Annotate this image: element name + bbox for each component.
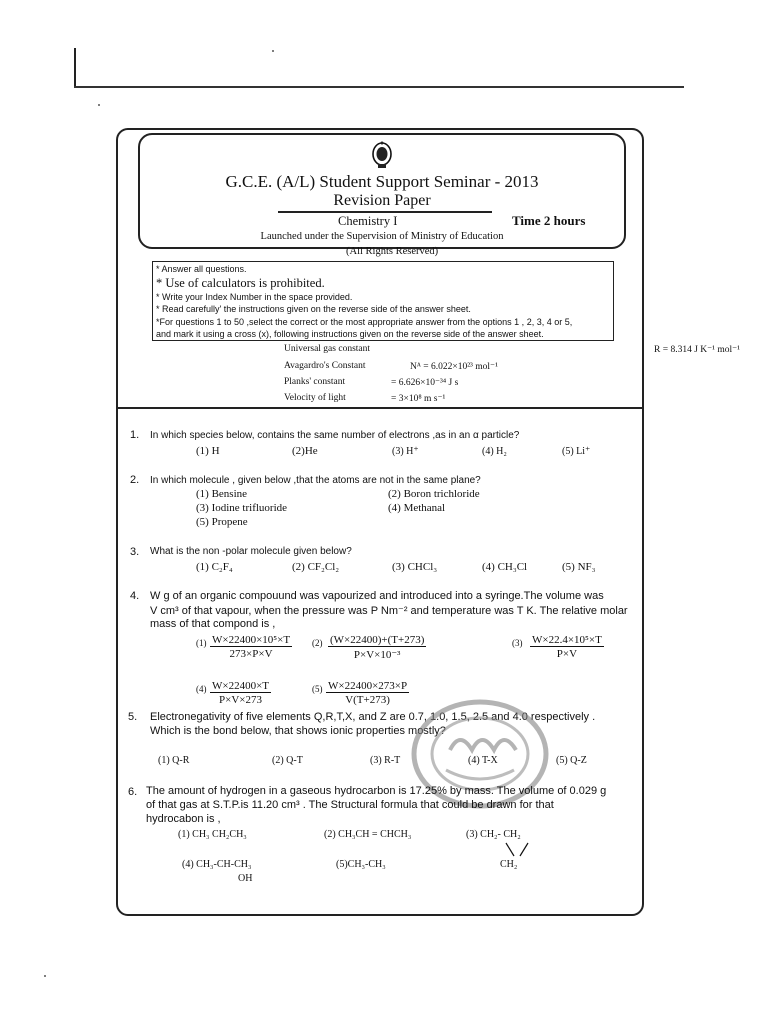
constant-value: = 6.626×10⁻³⁴ J s <box>391 378 459 388</box>
option-label: (3) <box>512 638 523 648</box>
instruction-line: * Use of calculators is prohibited. <box>156 275 325 290</box>
answer-option: (3) Iodine trifluoride <box>196 502 288 514</box>
question-text: The amount of hydrogen in a gaseous hydrocarbon is 17.25% by mass. The volume of 0.029 g <box>146 785 607 797</box>
question-text: hydrocabon is , <box>146 813 221 825</box>
answer-option: (5)CH₃-CH₃ <box>336 859 386 870</box>
question-text: mass of that compond is , <box>150 618 276 630</box>
answer-option: (2) CH₃CH = CHCH₃ <box>324 829 412 840</box>
constant-label: Planks' constant <box>284 377 346 387</box>
fraction-numerator: W×22400×273×P <box>328 680 408 692</box>
subject-label: Chemistry I <box>338 214 398 228</box>
answer-option: (1) Bensine <box>196 488 248 500</box>
answer-option: (4) Methanal <box>388 502 446 514</box>
question-number: 2. <box>130 474 140 486</box>
fraction-denominator: V(T+273) <box>345 694 390 706</box>
fraction-numerator: W×22.4×10⁵×T <box>532 634 602 646</box>
time-label: Time 2 hours <box>512 213 586 228</box>
question-text: What is the non -polar molecule given below? <box>150 546 352 557</box>
answer-option: (1) Q-R <box>158 755 190 766</box>
constant-label: Universal gas constant <box>284 344 371 354</box>
scan-speck <box>98 104 100 106</box>
question-number: 5. <box>128 711 138 723</box>
title-rule <box>278 211 492 213</box>
constant-label: Velocity of light <box>284 393 346 403</box>
constant-row <box>284 344 741 355</box>
fraction-option <box>530 634 604 660</box>
option-label: (2) <box>312 638 323 648</box>
option-label: (5) <box>312 684 323 694</box>
constant-value: Nᴬ = 6.022×10²³ mol⁻¹ <box>410 362 498 372</box>
fraction-denominator: 273×P×V <box>229 648 273 660</box>
answer-option: (4) CH₃Cl <box>482 561 528 573</box>
launched-note: Launched under the Supervision of Ministry of Education <box>260 231 504 242</box>
answer-option: (3) CHCl₃ <box>392 561 438 573</box>
question-text: Which is the bond below, that shows ionic properties mostly? <box>150 725 446 737</box>
answer-option: (3) R-T <box>370 755 401 766</box>
fraction-numerator: (W×22400)+(T+273) <box>330 634 425 646</box>
option-label: (1) <box>196 638 207 648</box>
paper-title: G.C.E. (A/L) Student Support Seminar - 2013 <box>225 172 539 191</box>
answer-option: (5) Q-Z <box>556 755 587 766</box>
instruction-line: and mark it using a cross (x), following instructions given on the reverse side of the answer sheet. <box>156 329 544 339</box>
fraction-option <box>328 634 426 661</box>
instructions-box <box>152 261 614 341</box>
answer-option: (1) CH₃ CH₂CH₃ <box>178 829 247 840</box>
question-number: 6. <box>128 786 138 798</box>
answer-option: (1) C₂F₄ <box>196 561 233 573</box>
constant-value: R = 8.314 J K⁻¹ mol⁻¹ <box>654 345 741 355</box>
constant-row <box>284 377 459 388</box>
ring-bond-lines <box>502 842 532 860</box>
question-text: of that gas at S.T.P.is 11.20 cm³ . The Structural formula that could be drawn for that <box>146 799 554 811</box>
question-text: W g of an organic compouund was vapourized and introduced into a syringe.The volume was <box>150 590 604 602</box>
fraction-option <box>210 680 271 706</box>
answer-option: (4) CH₃-CH-CH₃ <box>182 859 252 870</box>
answer-option: (5) NF₃ <box>562 561 596 573</box>
option-label: (4) <box>196 684 207 694</box>
answer-option: (2) Boron trichloride <box>388 488 480 500</box>
answer-option: (3) H⁺ <box>392 446 419 457</box>
scan-margin-line <box>74 48 76 88</box>
fraction-numerator: W×22400×T <box>212 680 270 692</box>
crest-emblem-icon <box>370 140 394 170</box>
answer-option: (2)He <box>292 445 318 457</box>
constant-row <box>284 393 446 404</box>
question-text: V cm³ of that vapour, when the pressure was P Nm⁻² and temperature was T K. The relative molar <box>150 605 628 617</box>
instruction-line: * Write your Index Number in the space provided. <box>156 291 353 302</box>
instruction-line: * Read carefully' the instructions given on the reverse side of the answer sheet. <box>156 304 471 314</box>
answer-option: (1) H <box>196 445 220 457</box>
answer-option-fragment: OH <box>238 873 253 884</box>
answer-option: (5) Propene <box>196 516 248 528</box>
question-number: 1. <box>130 429 140 441</box>
section-separator <box>118 407 642 409</box>
fraction-numerator: W×22400×10⁵×T <box>212 634 291 646</box>
fraction-denominator: P×V×273 <box>219 694 262 706</box>
constant-row <box>284 361 498 372</box>
instruction-line: * Answer all questions. <box>156 264 247 274</box>
answer-option: (2) CF₂Cl₂ <box>292 561 340 573</box>
answer-option: (3) CH₂- CH₂ <box>466 829 521 840</box>
answer-option: (4) T-X <box>468 755 498 766</box>
question-number: 3. <box>130 546 140 558</box>
fraction-option <box>326 680 409 706</box>
question-text: Electronegativity of five elements Q,R,T,X, and Z are 0.7, 1.0, 1.5, 2.5 and 4.0 respectively . <box>150 711 596 723</box>
scan-speck <box>272 50 274 52</box>
fraction-option <box>210 634 292 660</box>
paper-subtitle: Revision Paper <box>333 192 431 209</box>
scan-speck <box>44 975 46 977</box>
constant-label: Avagardro's Constant <box>284 361 366 371</box>
fraction-denominator: P×V×10⁻³ <box>353 649 401 661</box>
instruction-line: *For questions 1 to 50 ,select the correct or the most appropriate answer from the options 1 , 2, 3, 4 or 5, <box>156 316 573 327</box>
answer-option: (5) Li⁺ <box>562 446 591 457</box>
scan-top-line <box>74 86 684 88</box>
answer-option-fragment: CH₂ <box>500 859 518 870</box>
question-text: In which species below, contains the same number of electrons ,as in an α particle? <box>150 430 520 441</box>
answer-option: (2) Q-T <box>272 755 303 766</box>
question-number: 4. <box>130 590 140 602</box>
constant-value: = 3×10⁸ m s⁻¹ <box>391 394 446 404</box>
rights-note: (All Rights Reserved) <box>346 246 439 257</box>
question-text: In which molecule , given below ,that the atoms are not in the same plane? <box>150 475 481 486</box>
fraction-denominator: P×V <box>556 648 578 660</box>
answer-option: (4) H₂ <box>482 446 507 457</box>
